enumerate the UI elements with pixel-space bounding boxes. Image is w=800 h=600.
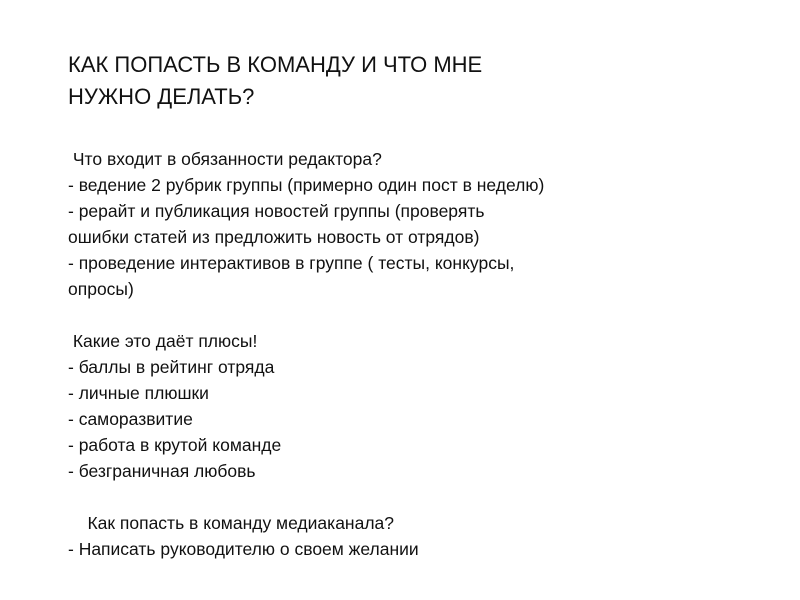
benefits-line: - безграничная любовь [68,461,256,481]
benefits-line: - личные плюшки [68,383,209,403]
title-line-1: КАК ПОПАСТЬ В КОМАНДУ И ЧТО МНЕ [68,52,483,77]
slide-title [68,49,708,113]
join-line: - Написать руководителю о своем желании [68,539,419,559]
benefits-line: - баллы в рейтинг отряда [68,357,275,377]
duties-line: - ведение 2 рубрик группы (примерно один пост в неделю) [68,175,545,195]
benefits-line: - саморазвитие [68,409,193,429]
benefits-line: - работа в крутой команде [68,435,282,455]
join-heading: Как попасть в команду медиаканала? [68,513,394,533]
duties-line: - проведение интерактивов в группе ( тесты, конкурсы, [68,253,515,273]
duties-line: ошибки статей из предложить новость от отрядов) [68,227,480,247]
benefits-heading: Какие это даёт плюсы! [68,331,258,351]
spacer [68,484,768,510]
slide-body [68,146,768,562]
duties-line: опросы) [68,279,134,299]
duties-line: - рерайт и публикация новостей группы (проверять [68,201,485,221]
title-line-2: НУЖНО ДЕЛАТЬ? [68,84,255,109]
duties-heading: Что входит в обязанности редактора? [68,149,382,169]
spacer [68,302,768,328]
